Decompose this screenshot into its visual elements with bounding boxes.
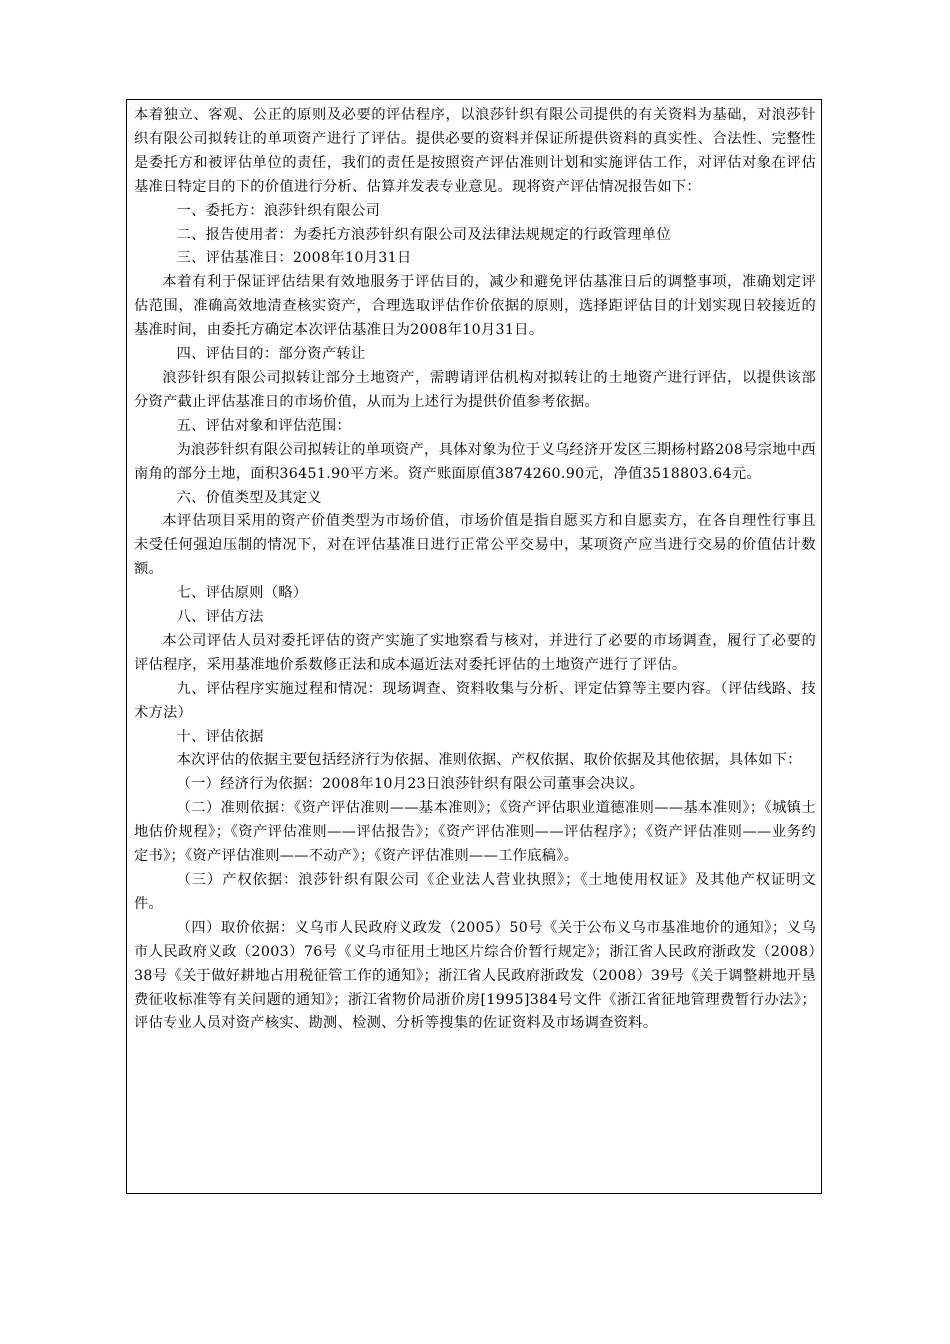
paragraph-base-date: 三、评估基准日：2008年10月31日 xyxy=(176,250,412,267)
report-frame xyxy=(126,99,822,1194)
paragraph-scope-detail: 为浪莎针织有限公司拟转让的单项资产，具体对象为位于义乌经济开发区三期杨村路208号宗地中西南角的部分土地，面积36451.90平方米。资产账面原值3874260.90元，净值3518803.64元。 xyxy=(134,441,816,482)
paragraph-procedure: 九、评估程序实施过程和情况：现场调查、资料收集与分析、评定估算等主要内容。（评估线路、技术方法） xyxy=(134,680,816,721)
paragraph-purpose: 四、评估目的：部分资产转让 xyxy=(176,346,366,363)
paragraph-principles: 七、评估原则（略） xyxy=(176,585,308,602)
paragraph-basis-intro: 本次评估的依据主要包括经济行为依据、准则依据、产权依据、取价依据及其他依据，具体如下： xyxy=(176,752,802,769)
paragraph-client: 一、委托方：浪莎针织有限公司 xyxy=(176,202,381,219)
paragraph-value-type: 六、价值类型及其定义 xyxy=(176,489,322,506)
paragraph-basis-pricing: （四）取价依据：义乌市人民政府义政发（2005）50号《关于公布义乌市基准地价的通知》；义乌市人民政府义政（2003）76号《义乌市征用土地区片综合价暂行规定》；浙江省人民政府浙政发（2008）38号《关于做好耕地占用税征管工作的通知》；浙江省人民政府浙政发（2008）39号《关于调整耕地开垦费征收标准等有关问题的通知》；浙江省物价局浙价房[1995]384号文件《浙江省征地管理费暂行办法》；评估专业人员对资产核实、勘测、检测、分析等搜集的佐证资料及市场调查资料。 xyxy=(134,919,816,1032)
paragraph-methods: 八、评估方法 xyxy=(176,609,264,626)
paragraph-basis-economic: （一）经济行为依据：2008年10月23日浪莎针织有限公司董事会决议。 xyxy=(176,776,645,793)
paragraph-methods-detail: 本公司评估人员对委托评估的资产实施了实地察看与核对，并进行了必要的市场调查，履行了必要的评估程序，采用基准地价系数修正法和成本逼近法对委托评估的土地资产进行了评估。 xyxy=(134,632,816,673)
report-body xyxy=(134,104,816,1036)
paragraph-basis: 十、评估依据 xyxy=(176,728,264,745)
paragraph-scope: 五、评估对象和评估范围： xyxy=(176,417,352,434)
paragraph-report-users: 二、报告使用者：为委托方浪莎针织有限公司及法律法规规定的行政管理单位 xyxy=(176,226,671,243)
paragraph-base-date-detail: 本着有利于保证评估结果有效地服务于评估目的，减少和避免评估基准日后的调整事项，准确划定评估范围，准确高效地清查核实资产，合理选取评估作价依据的原则，选择距评估目的计划实现日较接近的基准时间，由委托方确定本次评估基准日为2008年10月31日。 xyxy=(134,274,816,339)
paragraph-purpose-detail: 浪莎针织有限公司拟转让部分土地资产，需聘请评估机构对拟转让的土地资产进行评估，以提供该部分资产截止评估基准日的市场价值，从而为上述行为提供价值参考依据。 xyxy=(134,369,816,410)
paragraph-basis-property: （三）产权依据：浪莎针织有限公司《企业法人营业执照》；《土地使用权证》及其他产权证明文件。 xyxy=(134,872,816,912)
paragraph-value-type-detail: 本评估项目采用的资产价值类型为市场价值，市场价值是指自愿买方和自愿卖方，在各自理性行事且未受任何强迫压制的情况下，对在评估基准日进行正常公平交易中，某项资产应当进行交易的价值估计数额。 xyxy=(134,513,816,578)
paragraph-basis-standards: （二）准则依据：《资产评估准则——基本准则》；《资产评估职业道德准则——基本准则》；《城镇土地估价规程》；《资产评估准则——评估报告》；《资产评估准则——评估程序》；《资产评估准则——业务约定书》；《资产评估准则——不动产》；《资产评估准则——工作底稿》。 xyxy=(134,800,816,865)
paragraph-intro: 本着独立、客观、公正的原则及必要的评估程序，以浪莎针织有限公司提供的有关资料为基础，对浪莎针织有限公司拟转让的单项资产进行了评估。提供必要的资料并保证所提供资料的真实性、合法性、完整性是委托方和被评估单位的责任，我们的责任是按照资产评估准则计划和实施评估工作，对评估对象在评估基准日特定目的下的价值进行分析、估算并发表专业意见。现将资产评估情况报告如下： xyxy=(134,107,816,195)
